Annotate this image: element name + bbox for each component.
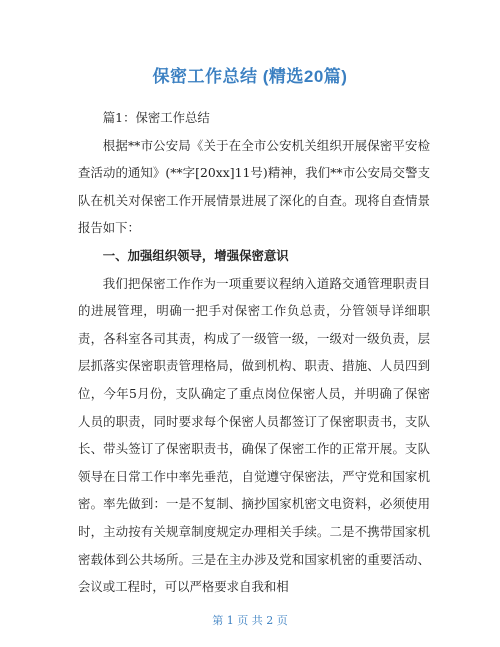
document-title: 保密工作总结 (精选20篇): [152, 67, 348, 86]
body-paragraph: 我们把保密工作作为一项重要议程纳入道路交通管理职责目的进展管理，明确一把手对保密工作负总责，分管领导详细职责，各科室各司其责，构成了一级管一级，一级对一级负责，层层抓落实保密职责管理格局，做到机构、职责、措施、人员四到位，今年5月份，支队确定了重点岗位保密人员，并明确了保密人员的职责，同时要求每个保密人员都签订了保密职责书，支队长、带头签订了保密职责书，确保了保密工作的正常开展。支队领导在日常工作中率先垂范，自觉遵守保密法，严守党和国家机密。率先做到：一是不复制、摘抄国家机密文电资料，必须使用时，主动按有关规章制度规定办理相关手续。二是不携带国家机密载体到公共场所。三是在主办涉及党和国家机密的重要活动、会议或工程时，可以严格要求自我和相: [78, 275, 430, 595]
intro-paragraph: 根据**市公安局《关于在全市公安机关组织开展保密平安检查活动的通知》(**字[20xx]11号)精神，我们**市公安局交警支队在机关对保密工作开展情景进展了深化的自查。现将自查情景报告如下：: [78, 137, 430, 236]
section-heading: 一、加强组织领导，增强保密意识: [102, 247, 289, 263]
page-footer: 第 1 页 共 2 页: [212, 614, 288, 627]
section-label: 篇1：保密工作总结: [102, 110, 210, 125]
document-body: [78, 104, 430, 601]
